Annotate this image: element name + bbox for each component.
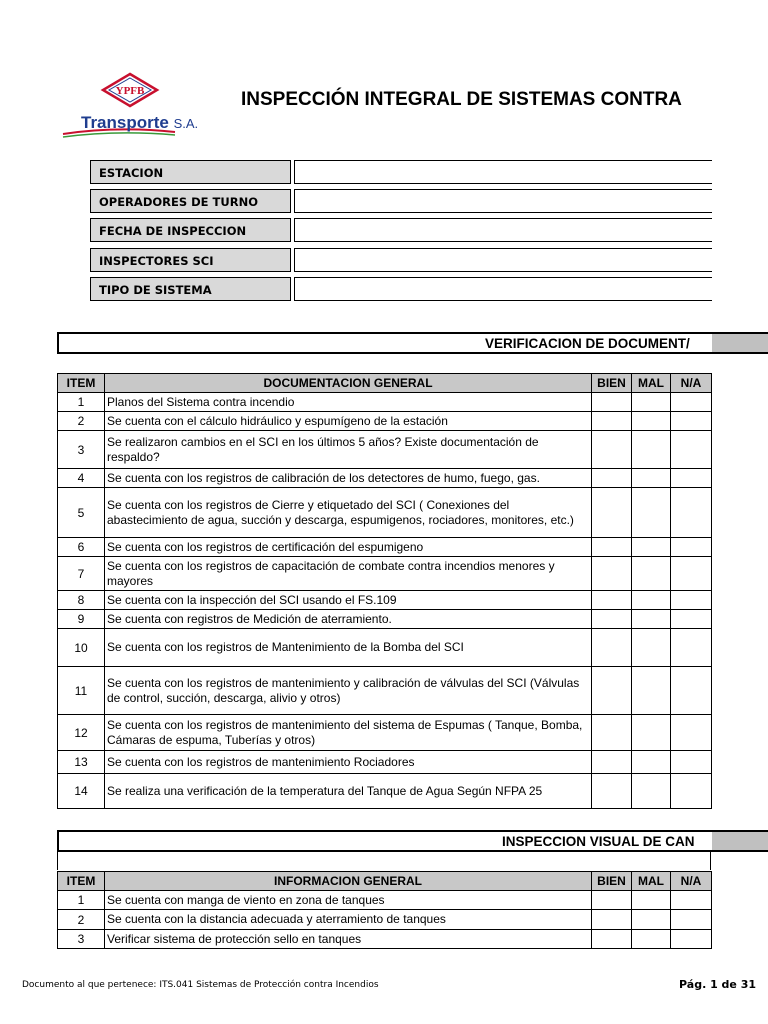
item-description: Se cuenta con los registros de calibración de los detectores de humo, fuego, gas. <box>105 469 592 488</box>
item-number: 1 <box>58 393 105 412</box>
item-number: 7 <box>58 557 105 591</box>
item-description: Se cuenta con registros de Medición de aterramiento. <box>105 610 592 629</box>
table-row <box>58 774 712 809</box>
mal-cell[interactable] <box>632 538 671 557</box>
mal-cell[interactable] <box>632 751 671 774</box>
item-description: Se cuenta con la inspección del SCI usando el FS.109 <box>105 591 592 610</box>
na-cell[interactable] <box>671 431 712 469</box>
info-value-field[interactable] <box>294 189 712 213</box>
item-number: 8 <box>58 591 105 610</box>
info-value-field[interactable] <box>294 277 712 301</box>
item-number: 9 <box>58 610 105 629</box>
na-cell[interactable] <box>671 910 712 930</box>
item-number: 3 <box>58 930 105 949</box>
table-row <box>58 393 712 412</box>
section-heading: INSPECCION VISUAL DE CAN <box>502 834 695 849</box>
na-cell[interactable] <box>671 774 712 809</box>
mal-cell[interactable] <box>632 469 671 488</box>
informacion-table <box>57 871 712 949</box>
na-cell[interactable] <box>671 930 712 949</box>
bien-cell[interactable] <box>592 715 632 751</box>
table-row <box>58 431 712 469</box>
bien-cell[interactable] <box>592 393 632 412</box>
info-row-tipo <box>90 277 712 303</box>
bien-cell[interactable] <box>592 431 632 469</box>
item-number: 2 <box>58 412 105 431</box>
logo-name: Transporte <box>81 113 169 132</box>
item-description: Se cuenta con los registros de Cierre y etiquetado del SCI ( Conexiones del abastecimiento de agua, succión y descarga, espumigenos, rociadores, monitores, etc.) <box>105 488 592 538</box>
table-row <box>58 930 712 949</box>
table-row <box>58 488 712 538</box>
mal-cell[interactable] <box>632 431 671 469</box>
item-description: Se cuenta con los registros de Mantenimiento de la Bomba del SCI <box>105 629 592 667</box>
mal-cell[interactable] <box>632 715 671 751</box>
na-cell[interactable] <box>671 667 712 715</box>
na-cell[interactable] <box>671 715 712 751</box>
table-header-row <box>58 374 712 393</box>
item-description: Se cuenta con los registros de mantenimiento del sistema de Espumas ( Tanque, Bomba, Cámaras de espuma, Tuberías y otros) <box>105 715 592 751</box>
col-bien: BIEN <box>592 872 632 891</box>
na-cell[interactable] <box>671 751 712 774</box>
bien-cell[interactable] <box>592 557 632 591</box>
document-title: INSPECCIÓN INTEGRAL DE SISTEMAS CONTRA <box>241 89 682 110</box>
col-mal: MAL <box>632 872 671 891</box>
bien-cell[interactable] <box>592 488 632 538</box>
item-number: 2 <box>58 910 105 930</box>
item-description: Se cuenta con los registros de certificación del espumigeno <box>105 538 592 557</box>
col-mal: MAL <box>632 374 671 393</box>
info-row-fecha <box>90 218 712 244</box>
na-cell[interactable] <box>671 393 712 412</box>
na-cell[interactable] <box>671 557 712 591</box>
info-row-estacion <box>90 160 712 186</box>
table-row <box>58 715 712 751</box>
na-cell[interactable] <box>671 538 712 557</box>
info-value-field[interactable] <box>294 248 712 272</box>
table-row <box>58 557 712 591</box>
bien-cell[interactable] <box>592 629 632 667</box>
section-bar-inspeccion-visual <box>57 830 768 852</box>
info-label: ESTACION <box>90 160 291 184</box>
table-row <box>58 751 712 774</box>
mal-cell[interactable] <box>632 393 671 412</box>
item-number: 11 <box>58 667 105 715</box>
item-number: 13 <box>58 751 105 774</box>
item-number: 4 <box>58 469 105 488</box>
item-description: Se cuenta con el cálculo hidráulico y espumígeno de la estación <box>105 412 592 431</box>
footer-page-number: Pág. 1 de 31 <box>679 978 757 991</box>
item-number: 1 <box>58 891 105 910</box>
logo-suffix: S.A. <box>173 116 199 131</box>
table-row <box>58 891 712 910</box>
table-row <box>58 538 712 557</box>
item-description: Se cuenta con los registros de mantenimiento y calibración de válvulas del SCI (Válvulas de control, succión, descarga, alivio y otros) <box>105 667 592 715</box>
table-row <box>58 910 712 930</box>
mal-cell[interactable] <box>632 891 671 910</box>
item-description: Se cuenta con los registros de capacitación de combate contra incendios menores y mayores <box>105 557 592 591</box>
info-label: TIPO DE SISTEMA <box>90 277 291 301</box>
documentacion-table <box>57 373 712 809</box>
mal-cell[interactable] <box>632 629 671 667</box>
col-item: ITEM <box>58 374 105 393</box>
item-description: Se cuenta con manga de viento en zona de tanques <box>105 891 592 910</box>
bien-cell[interactable] <box>592 667 632 715</box>
item-description: Verificar sistema de protección sello en tanques <box>105 930 592 949</box>
na-cell[interactable] <box>671 469 712 488</box>
item-number: 3 <box>58 431 105 469</box>
table-row <box>58 469 712 488</box>
col-item: ITEM <box>58 872 105 891</box>
info-row-inspectores <box>90 248 712 274</box>
bien-cell[interactable] <box>592 469 632 488</box>
bien-cell[interactable] <box>592 910 632 930</box>
info-row-operadores <box>90 189 712 215</box>
na-cell[interactable] <box>671 891 712 910</box>
item-number: 14 <box>58 774 105 809</box>
mal-cell[interactable] <box>632 667 671 715</box>
section-spacer <box>57 852 711 870</box>
item-description: Planos del Sistema contra incendio <box>105 393 592 412</box>
na-cell[interactable] <box>671 412 712 431</box>
table-row <box>58 412 712 431</box>
info-label: FECHA DE INSPECCION <box>90 218 291 242</box>
info-value-field[interactable] <box>294 218 712 242</box>
bien-cell[interactable] <box>592 774 632 809</box>
mal-cell[interactable] <box>632 774 671 809</box>
table-header-row <box>58 872 712 891</box>
col-na: N/A <box>671 872 712 891</box>
mal-cell[interactable] <box>632 488 671 538</box>
mal-cell[interactable] <box>632 910 671 930</box>
item-number: 5 <box>58 488 105 538</box>
item-description: Se realiza una verificación de la temperatura del Tanque de Agua Según NFPA 25 <box>105 774 592 809</box>
item-number: 6 <box>58 538 105 557</box>
mal-cell[interactable] <box>632 591 671 610</box>
section-heading: VERIFICACION DE DOCUMENT/ <box>485 336 690 351</box>
info-label: INSPECTORES SCI <box>90 248 291 272</box>
col-bien: BIEN <box>592 374 632 393</box>
table-row <box>58 610 712 629</box>
table-row <box>58 591 712 610</box>
na-cell[interactable] <box>671 629 712 667</box>
na-cell[interactable] <box>671 591 712 610</box>
section-bar-documentacion <box>57 332 768 354</box>
bien-cell[interactable] <box>592 412 632 431</box>
logo-emblem-text: YPFB <box>115 85 145 97</box>
info-value-field[interactable] <box>294 160 712 184</box>
bien-cell[interactable] <box>592 610 632 629</box>
item-description: Se realizaron cambios en el SCI en los últimos 5 años? Existe documentación de respaldo? <box>105 431 592 469</box>
bien-cell[interactable] <box>592 538 632 557</box>
item-number: 12 <box>58 715 105 751</box>
mal-cell[interactable] <box>632 557 671 591</box>
bien-cell[interactable] <box>592 751 632 774</box>
footer-document-reference: Documento al que pertenece: ITS.041 Sistemas de Protección contra Incendios <box>22 980 379 990</box>
col-desc: DOCUMENTACION GENERAL <box>105 374 592 393</box>
table-row <box>58 667 712 715</box>
bien-cell[interactable] <box>592 591 632 610</box>
logo-wordmark <box>81 113 198 133</box>
mal-cell[interactable] <box>632 610 671 629</box>
table-row <box>58 629 712 667</box>
na-cell[interactable] <box>671 488 712 538</box>
info-label: OPERADORES DE TURNO <box>90 189 291 213</box>
na-cell[interactable] <box>671 610 712 629</box>
col-desc: INFORMACION GENERAL <box>105 872 592 891</box>
item-description: Se cuenta con la distancia adecuada y aterramiento de tanques <box>105 910 592 930</box>
mal-cell[interactable] <box>632 412 671 431</box>
mal-cell[interactable] <box>632 930 671 949</box>
item-number: 10 <box>58 629 105 667</box>
bien-cell[interactable] <box>592 891 632 910</box>
item-description: Se cuenta con los registros de mantenimiento Rociadores <box>105 751 592 774</box>
col-na: N/A <box>671 374 712 393</box>
bien-cell[interactable] <box>592 930 632 949</box>
